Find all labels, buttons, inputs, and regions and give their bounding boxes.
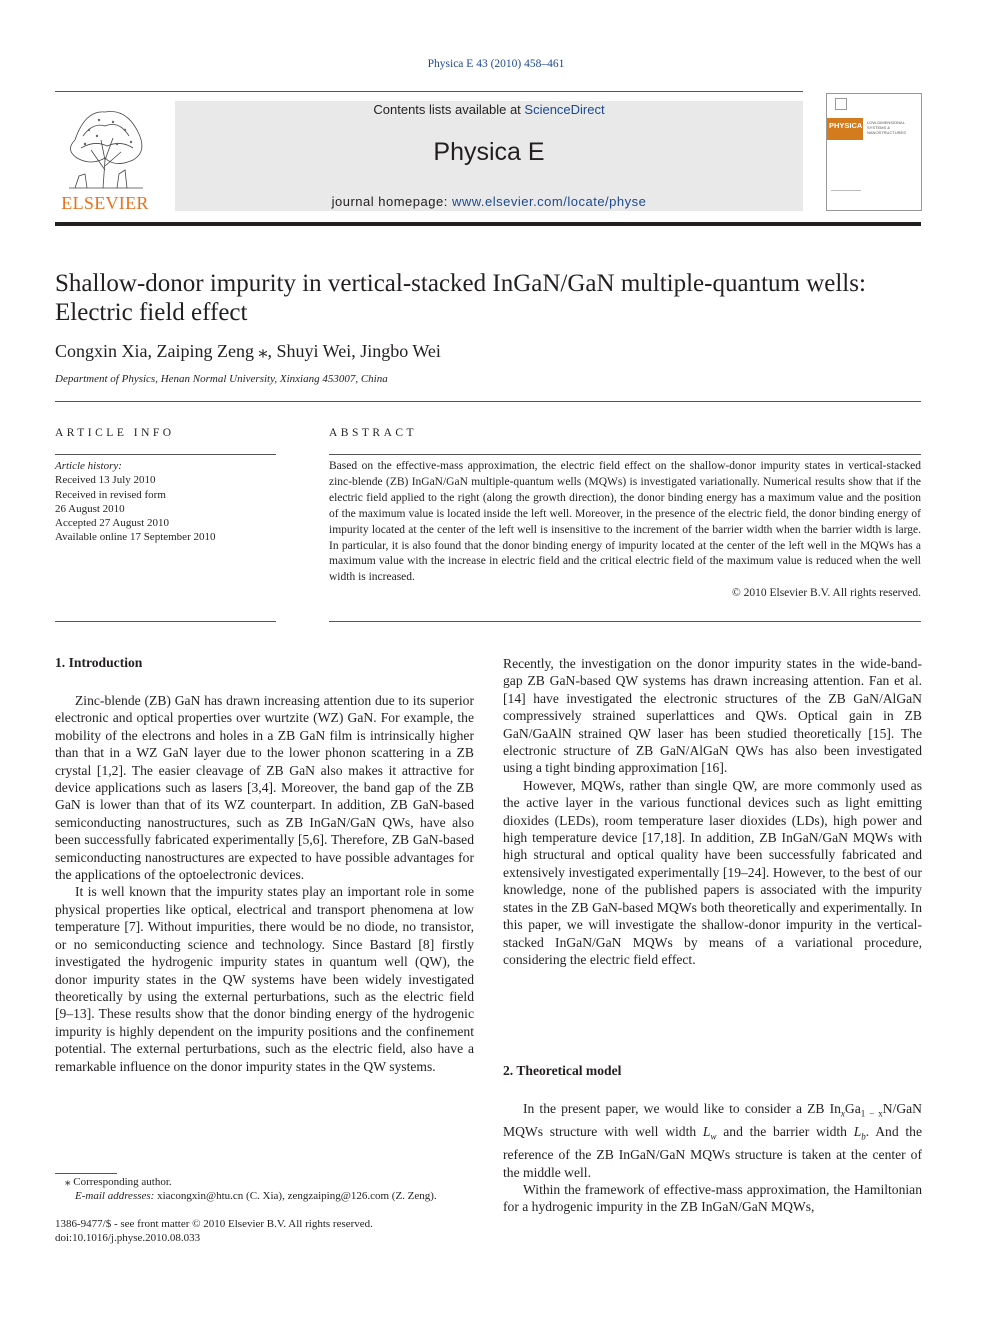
homepage-link[interactable]: www.elsevier.com/locate/physe xyxy=(451,194,647,209)
theory-text: and the barrier width xyxy=(716,1124,854,1140)
theory-sub: w xyxy=(710,1131,717,1142)
history-label: Article history: xyxy=(55,460,122,472)
theory-symbol: L xyxy=(702,1124,711,1140)
header-top-rule xyxy=(55,91,803,92)
intro-paragraph-4: However, MQWs, rather than single QW, are more commonly used as the active layer in the various functional devices such as light emitting dioxides (LEDs), room temperature laser dioxides (LDs), high power and high temperature device [17,18]. In addition, ZB InGaN/GaN MQWs with high structural and optical quality have been successfully fabricated and extensively investigated experimentally [19–24]. However, to the best of our knowledge, none of the published papers is associated with the impurity states in the ZB GaN-based MQWs both theoretically and experimentally. In this paper, we will investigate the shallow-donor impurity in the vertical-stacked InGaN/GaN MQWs by means of a variational procedure, considering the electric field effect. xyxy=(503,777,922,967)
theoretical-model-heading: 2. Theoretical model xyxy=(503,1063,622,1078)
sciencedirect-link[interactable]: ScienceDirect xyxy=(524,102,605,117)
introduction-heading: 1. Introduction xyxy=(55,655,143,670)
theory-paragraph-1 xyxy=(503,1100,922,1181)
journal-homepage xyxy=(175,194,803,209)
abstract-body xyxy=(329,459,921,602)
history-item: Received 13 July 2010 xyxy=(55,474,156,487)
article-history xyxy=(55,459,215,545)
intro-paragraph-1: Zinc-blende (ZB) GaN has drawn increasing attention due to its superior electronic and optical properties over wurtzite (WZ) GaN. For example, the mobility of the electrons and holes in a ZB GaN film is intrinsically higher than that in a WZ GaN layer due to the lower phonon scattering in a ZB crystal [1,2]. The easier cleavage of ZB GaN also makes it attractive for device applications such as lasers [3,4]. Moreover, the band gap of the ZB GaN is lower than that of its WZ counterpart. In addition, ZB GaN-based semiconducting nanostructures, such as ZB InGaN/GaN QWs, have also been successfully fabricated experimentally [5,6]. Therefore, ZB GaN-based semiconducting nanostructures are expected to have possible advantages for the applications of the optoelectronic devices. xyxy=(55,693,474,883)
history-item: 26 August 2010 xyxy=(55,502,125,515)
theory-text: Ga xyxy=(844,1101,861,1116)
theory-text: N/GaN MQWs structure with well width xyxy=(503,1101,922,1140)
abstract-rule xyxy=(329,454,921,455)
corresponding-author-note: ⁎ Corresponding author. xyxy=(65,1176,172,1188)
issn-line: 1386-9477/$ - see front matter © 2010 Elsevier B.V. All rights reserved. xyxy=(55,1218,373,1230)
abstract-text: Based on the effective-mass approximation, the electric field effect on the shallow-donor impurity states in vertical-stacked zinc-blende (ZB) InGaN/GaN multiple-quantum wells (MQWs) is investigated variationally. Numerical results show that if the electric field applied to the right (along the growth direction), the donor binding energy has a maximum value and the position of the maximum value is located inside the left well. Moreover, in the presence of the electric field, the donor binding energy of impurity located at the center of the left well is insensitive to the increment of the barrier width when the barrier width is large. In particular, it is also found that the donor binding energy of impurity located at the center of the left well in the MQWs has a maximum value with the increase in electric field and the critical electric field of the maximum value is reduced when the well width is increased. xyxy=(329,460,921,584)
cover-orange-block xyxy=(827,118,863,140)
cover-title: PHYSICA xyxy=(829,121,863,130)
theory-sub: x xyxy=(840,1108,845,1119)
theory-sub: b xyxy=(861,1131,866,1142)
theory-paragraph-2: Within the framework of effective-mass approximation, the Hamiltonian for a hydrogenic impurity in the ZB InGaN/GaN MQWs, xyxy=(503,1182,922,1215)
elsevier-logo[interactable] xyxy=(55,100,155,212)
abstract-copyright: © 2010 Elsevier B.V. All rights reserved. xyxy=(732,587,921,600)
author-list: Congxin Xia, Zaiping Zeng ⁎, Shuyi Wei, Jingbo Wei xyxy=(55,341,441,361)
intro-paragraph-2: It is well known that the impurity states play an important role in some physical properties like optical, electrical and transport phenomena at low temperature [7]. Without impurities, there would be no diode, no transistor, or no semiconducting science and technology. Since Bastard [8] firstly investigated the hydrogenic impurity states in quantum well (QW), the donor impurity states in the QW systems have been widely investigated theoretically by using the external perturbations, such as the electric field [9–13]. These results show that the donor binding energy of the hydrogenic impurity is highly dependent on the impurity positions and the confinement potential. The external perturbations, such as the electric field, also have a remarkable influence on the donor impurity states in the QW systems. xyxy=(55,884,474,1074)
front-matter-info xyxy=(55,1217,373,1245)
email-line xyxy=(55,1189,474,1203)
elsevier-wordmark: ELSEVIER xyxy=(61,193,149,213)
section-divider xyxy=(55,401,921,402)
theory-text: . And the reference of the ZB InGaN/GaN MQWs structure is taken at the center of the middle well. xyxy=(503,1124,922,1180)
article-info-rule xyxy=(55,454,276,455)
cover-subtitle: LOW-DIMENSIONAL SYSTEMS & NANOSTRUCTURES xyxy=(867,120,906,135)
article-title: Shallow-donor impurity in vertical-stacked InGaN/GaN multiple-quantum wells: Electric field effect xyxy=(55,270,866,326)
intro-paragraph-3: Recently, the investigation on the donor impurity states in the wide-band-gap ZB GaN-based QW systems has drawn increasing attention. Fan et al. [14] have investigated the electronic structures of the ZB GaN/AlGaN compressively strained superlattices and QWs. Optical gain in ZB GaN/GaAlN strained QW laser has been studied theoretically [15]. The electronic structure of ZB GaN/AlGaN QWs has also been investigated using a tight binding approximation [16]. xyxy=(503,656,922,776)
footnote-rule xyxy=(55,1173,117,1174)
journal-name: Physica E xyxy=(433,138,545,166)
email-label: E-mail addresses: xyxy=(75,1190,155,1202)
article-info-heading: ARTICLE INFO xyxy=(55,427,175,439)
cover-logo-icon xyxy=(835,98,847,110)
column-left xyxy=(55,692,474,1075)
article-info-bottom-rule xyxy=(55,621,276,622)
journal-citation[interactable]: Physica E 43 (2010) 458–461 xyxy=(427,58,565,70)
abstract-bottom-rule xyxy=(329,621,921,622)
doi-line[interactable]: doi:10.1016/j.physe.2010.08.033 xyxy=(55,1232,201,1244)
theory-body xyxy=(503,1100,922,1216)
abstract-heading: ABSTRACT xyxy=(329,427,418,439)
author-affiliation: Department of Physics, Henan Normal University, Xinxiang 453007, China xyxy=(55,373,388,385)
theory-text: In the present paper, we would like to consider a ZB In xyxy=(523,1101,841,1116)
journal-cover-thumbnail[interactable] xyxy=(826,93,922,211)
history-item: Accepted 27 August 2010 xyxy=(55,517,169,530)
history-item: Available online 17 September 2010 xyxy=(55,531,216,544)
contents-prefix: Contents lists available at xyxy=(373,102,525,117)
column-right xyxy=(503,655,922,968)
contents-line xyxy=(175,102,803,117)
theory-symbol: L xyxy=(853,1124,862,1140)
history-item: Received in revised form xyxy=(55,488,166,501)
header-thick-rule xyxy=(55,222,921,226)
homepage-prefix: journal homepage: xyxy=(331,194,452,209)
email-addresses[interactable]: xiacongxin@htu.cn (C. Xia), zengzaiping@126.com (Z. Zeng). xyxy=(154,1190,437,1202)
footnote xyxy=(55,1175,474,1203)
cover-footer-rule xyxy=(831,190,861,199)
theory-sub: 1 − x xyxy=(860,1108,883,1119)
